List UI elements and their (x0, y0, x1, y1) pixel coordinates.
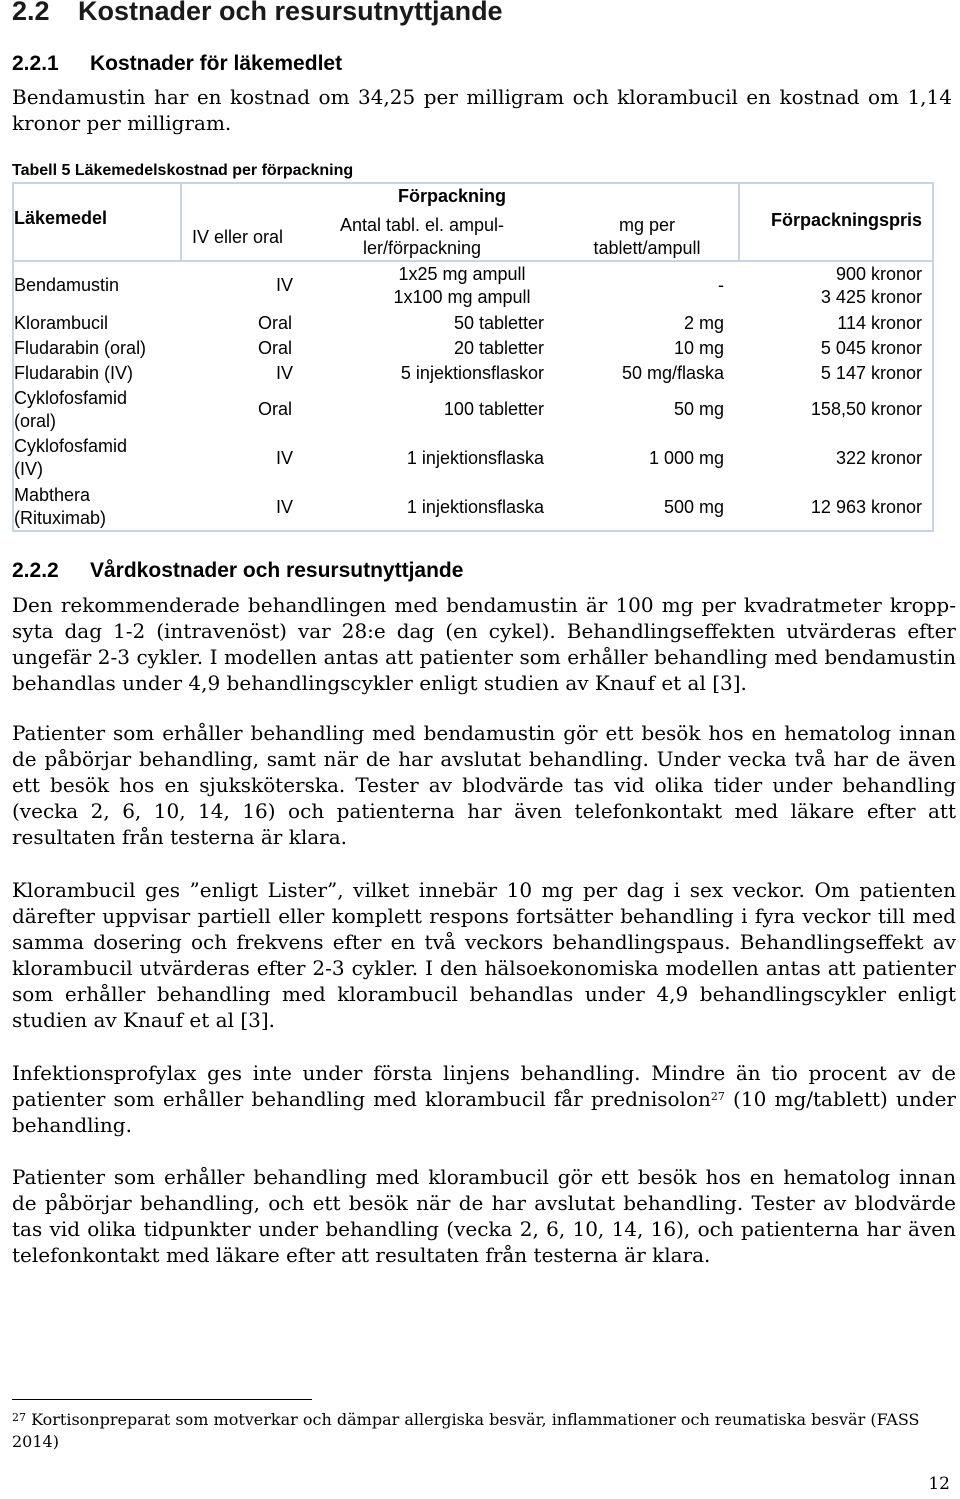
row-route: Oral (258, 338, 293, 358)
row-dose: 10 mg (673, 338, 724, 358)
header-drug: Läkemedel (14, 208, 108, 228)
row-bendamustin-route: IV (276, 275, 294, 295)
row-route: Oral (258, 399, 293, 419)
row-bendamustin-price-1: 900 kronor (835, 264, 922, 284)
footnote-reference[interactable]: 27 (710, 1090, 725, 1103)
subsection-1-title: Kostnader för läkemedlet (90, 52, 343, 75)
row-drug-line1: Cyklofosfamid (14, 436, 128, 456)
paragraph-4-text-end: (10 mg/tablett) under behandling. (12, 1087, 956, 1137)
row-route: IV (276, 497, 294, 517)
row-drug-line2: (IV) (14, 459, 43, 479)
row-drug-line2: (Rituximab) (14, 508, 107, 528)
row-dose: 50 mg/flaska (621, 363, 724, 383)
row-price: 12 963 kronor (810, 497, 922, 517)
row-price: 158,50 kronor (810, 399, 922, 419)
subsection-2-number: 2.2.2 (12, 559, 59, 582)
section-title: Kostnader och resursutnyttjande (78, 0, 503, 26)
row-drug-line2: (oral) (14, 411, 57, 431)
subsection-1-number: 2.2.1 (12, 52, 59, 75)
row-units: 20 tabletter (453, 338, 544, 358)
row-price: 5 045 kronor (820, 338, 922, 358)
footnote (12, 1409, 956, 1453)
row-route: IV (276, 448, 294, 468)
header-dose-2: tablett/ampull (593, 238, 701, 258)
row-bendamustin-dose: - (718, 275, 724, 295)
header-route: IV eller oral (192, 227, 284, 247)
intro-paragraph: Bendamustin har en kostnad om 34,25 per milligram och klorambucil en kostnad om 1,14 kronor per milligram. (12, 85, 952, 135)
subsection-heading-1 (12, 52, 342, 76)
row-bendamustin-price-2: 3 425 kronor (820, 287, 922, 307)
paragraph-4-text: Infektionsprofylax ges inte under första linjens behandling. Mindre än tio procent av de patienter som erhåller behandling med klorambucil får prednisolon (12, 1061, 956, 1111)
row-drug: Fludarabin (oral) (14, 338, 147, 358)
header-price: Förpackningspris (770, 210, 922, 230)
paragraph-1: Den rekommenderade behandlingen med bendamustin är 100 mg per kvadratmeter kropp-syta dag 1-2 (intravenöst) var 28:e dag (en cykel). Behandlingseffekten utvärderas efter ungefär 2-3 cykler. I modellen antas att patienter som erhåller behandling med bendamustin behandlas under 4,9 behandlingscykler enligt studien av Knauf et al [3]. (12, 593, 956, 695)
paragraph-3: Klorambucil ges ”enligt Lister”, vilket innebär 10 mg per dag i sex veckor. Om patienten därefter uppvisar partiell eller komplett respons fortsätter behandling i fyra veckor till med samma dosering och frekvens efter en två veckors behandlingspaus. Behandlingseffekt av klorambucil utvärderas efter 2-3 cykler. I den hälsoekonomiska modellen antas att patienter som erhåller behandling med klorambucil behandlas under 4,9 behandlingscykler enligt studien av Knauf et al [3]. (12, 878, 956, 1032)
row-bendamustin-drug: Bendamustin (14, 275, 120, 295)
row-drug: Klorambucil (14, 313, 109, 333)
row-price: 322 kronor (835, 448, 922, 468)
row-dose: 50 mg (673, 399, 724, 419)
header-units-2: ler/förpackning (362, 238, 482, 258)
row-units: 50 tabletter (453, 313, 544, 333)
row-units: 1 injektionsflaska (406, 448, 544, 468)
row-bendamustin-units-1: 1x25 mg ampull (398, 264, 526, 284)
row-drug-line1: Mabthera (14, 485, 91, 505)
row-dose: 2 mg (683, 313, 724, 333)
section-number: 2.2 (12, 0, 50, 26)
footnote-separator (12, 1399, 312, 1400)
row-bendamustin-units-2: 1x100 mg ampull (393, 287, 531, 307)
row-units: 100 tabletter (443, 399, 544, 419)
subsection-2-title: Vårdkostnader och resursutnyttjande (90, 559, 464, 582)
paragraph-4 (12, 1060, 956, 1138)
header-group: Förpackning (397, 186, 506, 206)
row-route: IV (276, 363, 294, 383)
section-heading (12, 0, 503, 27)
row-units: 5 injektionsflaskor (400, 363, 544, 383)
paragraph-2: Patienter som erhåller behandling med bendamustin gör ett besök hos en hematolog innan de påbörjar behandling, samt när de har avslutat behandling. Under vecka två har de även ett besök hos en sjuksköterska. Tester av blodvärde tas vid olika tider under behandling (vecka 2, 6, 10, 14, 16) och patienterna har även telefonkontakt med läkare efter att resultaten från testerna är klara. (12, 721, 956, 849)
row-dose: 1 000 mg (648, 448, 724, 468)
header-units-1: Antal tabl. el. ampul- (339, 215, 505, 235)
row-units: 1 injektionsflaska (406, 497, 544, 517)
footnote-marker: 27 (12, 1411, 26, 1424)
row-drug-line1: Cyklofosfamid (14, 388, 128, 408)
header-dose-1: mg per (618, 215, 676, 235)
row-dose: 500 mg (663, 497, 724, 517)
row-price: 114 kronor (837, 313, 922, 333)
subsection-heading-2 (12, 559, 463, 583)
table-caption: Tabell 5 Läkemedelskostnad per förpackning (12, 162, 354, 179)
paragraph-5: Patienter som erhåller behandling med klorambucil gör ett besök hos en hematolog innan de påbörjar behandling, och ett besök när de har avslutat behandling. Tester av blodvärde tas vid olika tidpunkter under behandling (vecka 2, 6, 10, 14, 16), och patienterna har även telefonkontakt med läkare efter att resultaten från testerna är klara. (12, 1165, 956, 1267)
row-price: 5 147 kronor (820, 363, 922, 383)
footnote-text: Kortisonpreparat som motverkar och dämpar allergiska besvär, inflammationer och reumatiska besvär (FASS 2014) (12, 1410, 920, 1451)
page-number: 12 (928, 1474, 950, 1494)
row-route: Oral (258, 313, 293, 333)
row-drug: Fludarabin (IV) (14, 363, 134, 383)
